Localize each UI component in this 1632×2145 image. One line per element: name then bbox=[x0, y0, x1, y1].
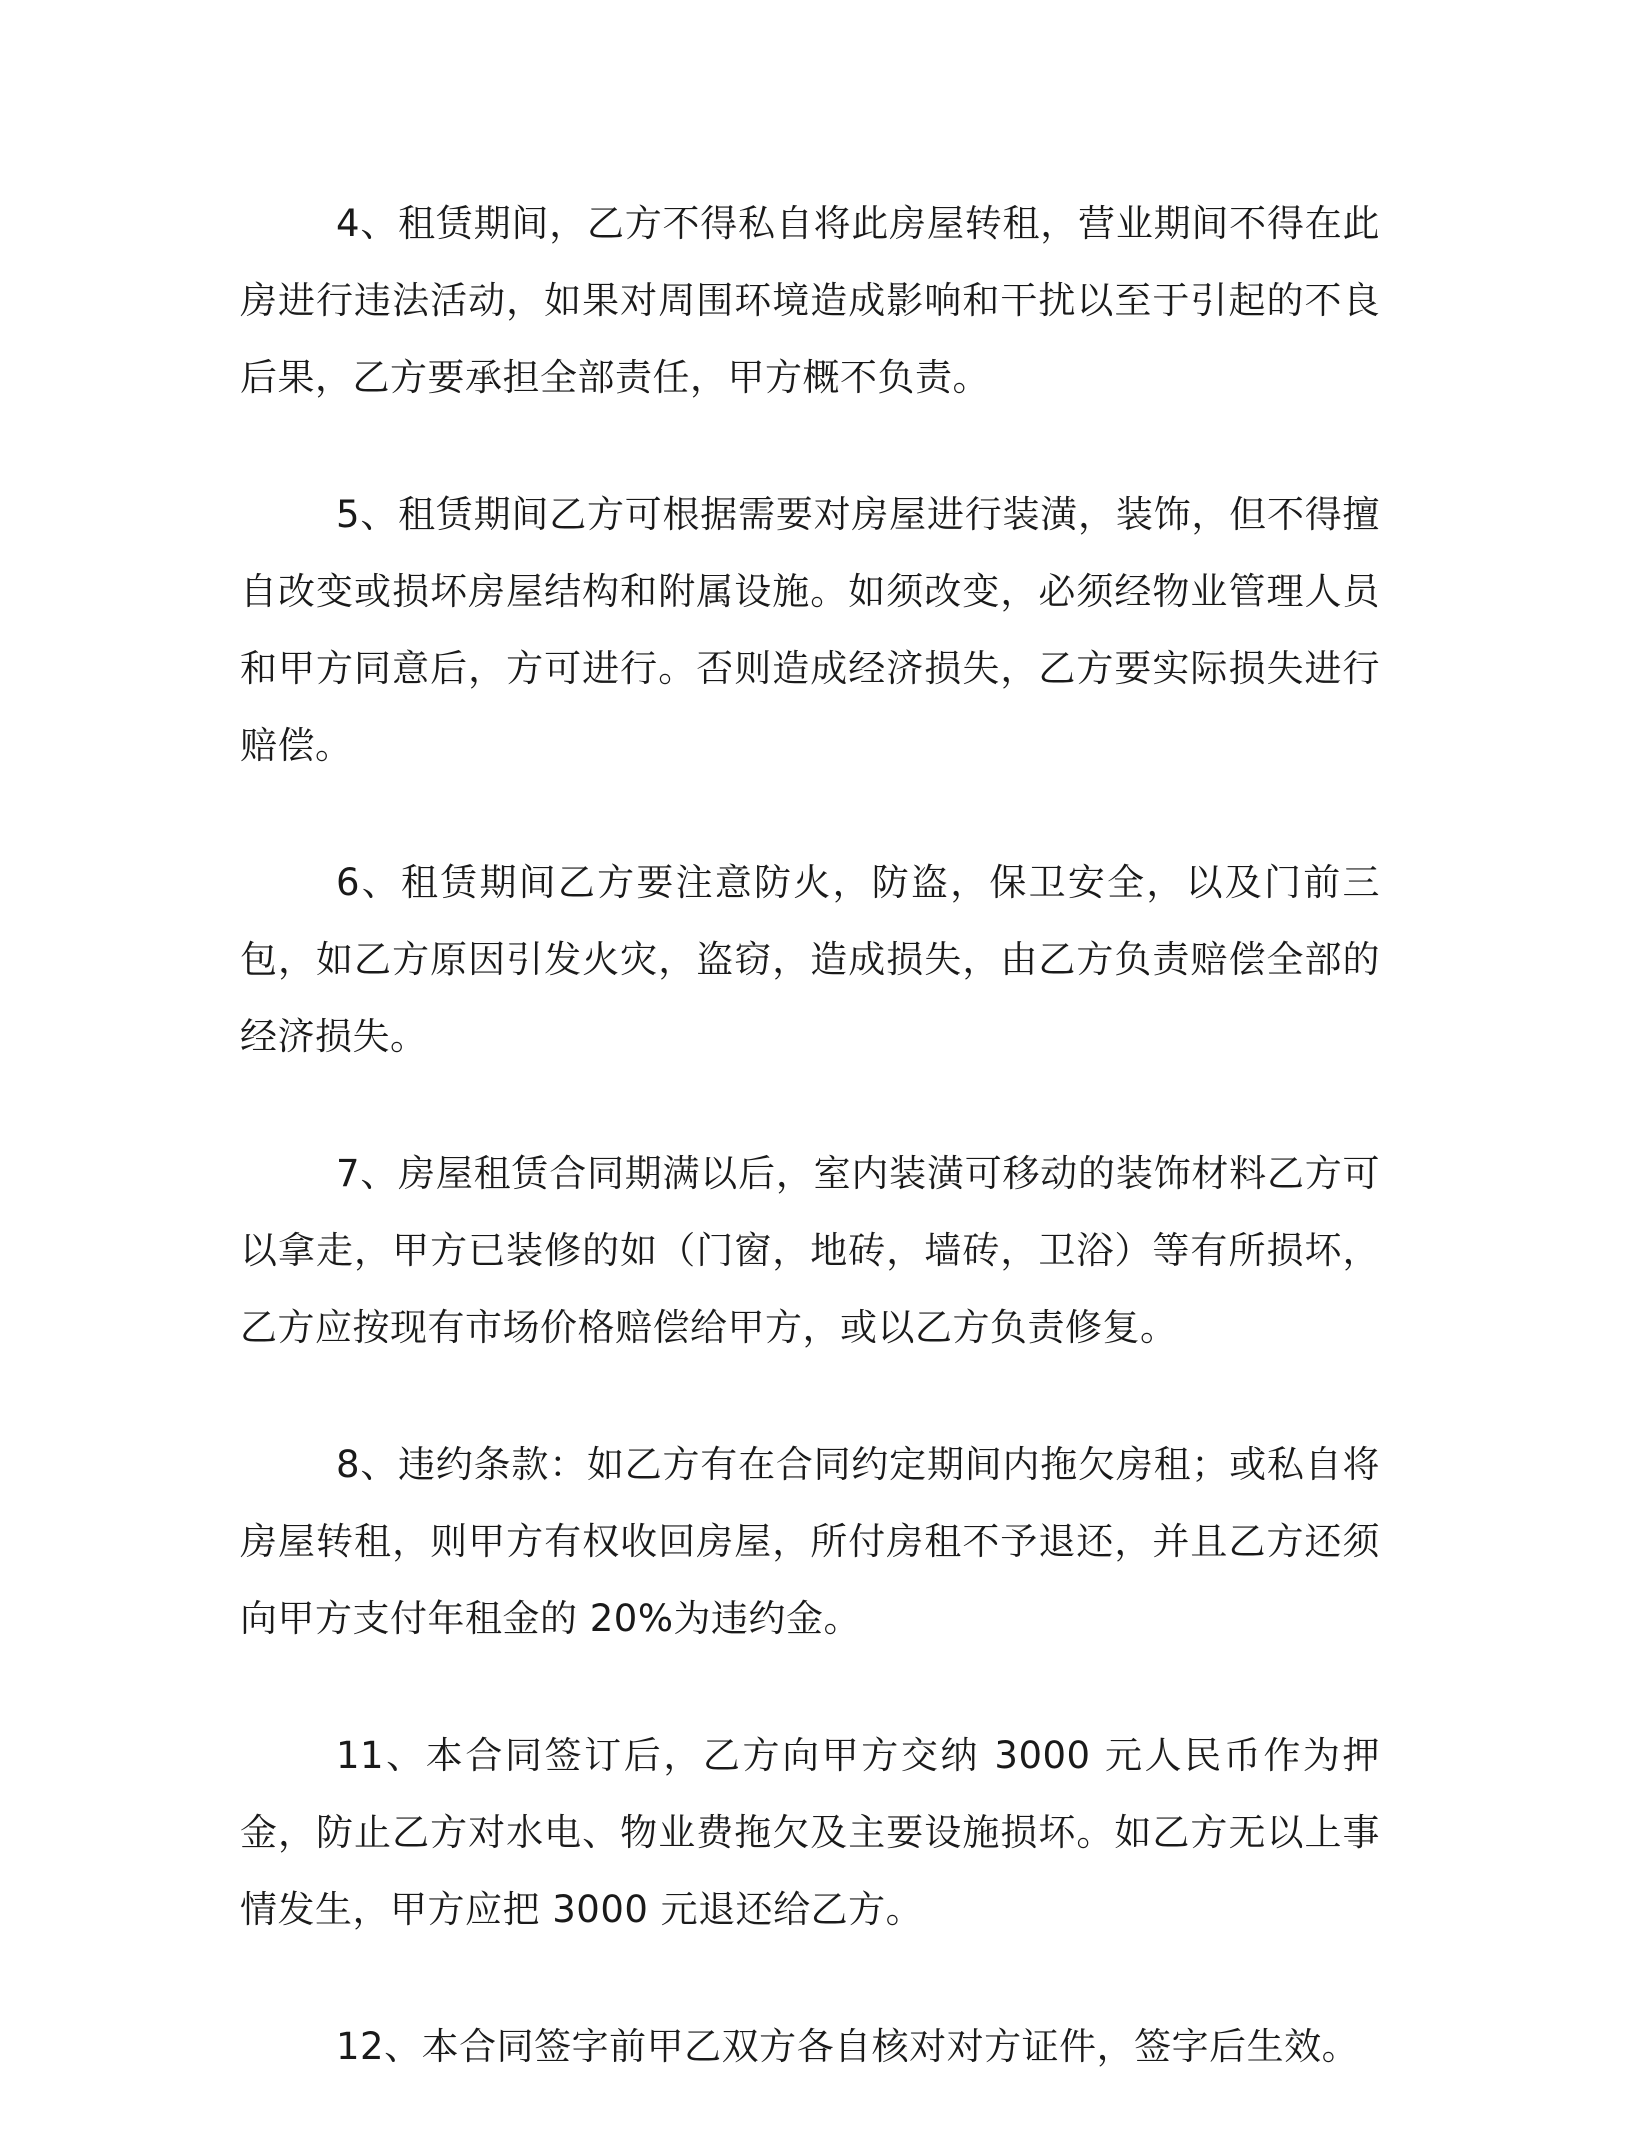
clause-5: 5、租赁期间乙方可根据需要对房屋进行装潢，装饰，但不得擅自改变或损坏房屋结构和附属设施。如须改变，必须经物业管理人员和甲方同意后，方可进行。否则造成经济损失，乙方要实际损失进行赔偿。 bbox=[240, 493, 1380, 767]
clause-6: 6、租赁期间乙方要注意防火，防盗，保卫安全，以及门前三包，如乙方原因引发火灾，盗窃，造成损失，由乙方负责赔偿全部的经济损失。 bbox=[240, 861, 1380, 1058]
clause-7: 7、房屋租赁合同期满以后，室内装潢可移动的装饰材料乙方可以拿走，甲方已装修的如（门窗，地砖，墙砖，卫浴）等有所损坏，乙方应按现有市场价格赔偿给甲方，或以乙方负责修复。 bbox=[240, 1152, 1380, 1349]
clause-11: 11、本合同签订后，乙方向甲方交纳 3000 元人民币作为押金，防止乙方对水电、物业费拖欠及主要设施损坏。如乙方无以上事情发生，甲方应把 3000 元退还给乙方。 bbox=[240, 1734, 1380, 1931]
clause-12: 12、本合同签字前甲乙双方各自核对对方证件，签字后生效。 bbox=[336, 2025, 1360, 2068]
document-page bbox=[240, 185, 1380, 2145]
clause-8: 8、违约条款：如乙方有在合同约定期间内拖欠房租；或私自将房屋转租，则甲方有权收回房屋，所付房租不予退还，并且乙方还须向甲方支付年租金的 20%为违约金。 bbox=[240, 1443, 1380, 1640]
clause-4: 4、租赁期间，乙方不得私自将此房屋转租，营业期间不得在此房进行违法活动，如果对周围环境造成影响和干扰以至于引起的不良后果，乙方要承担全部责任，甲方概不负责。 bbox=[240, 202, 1380, 399]
